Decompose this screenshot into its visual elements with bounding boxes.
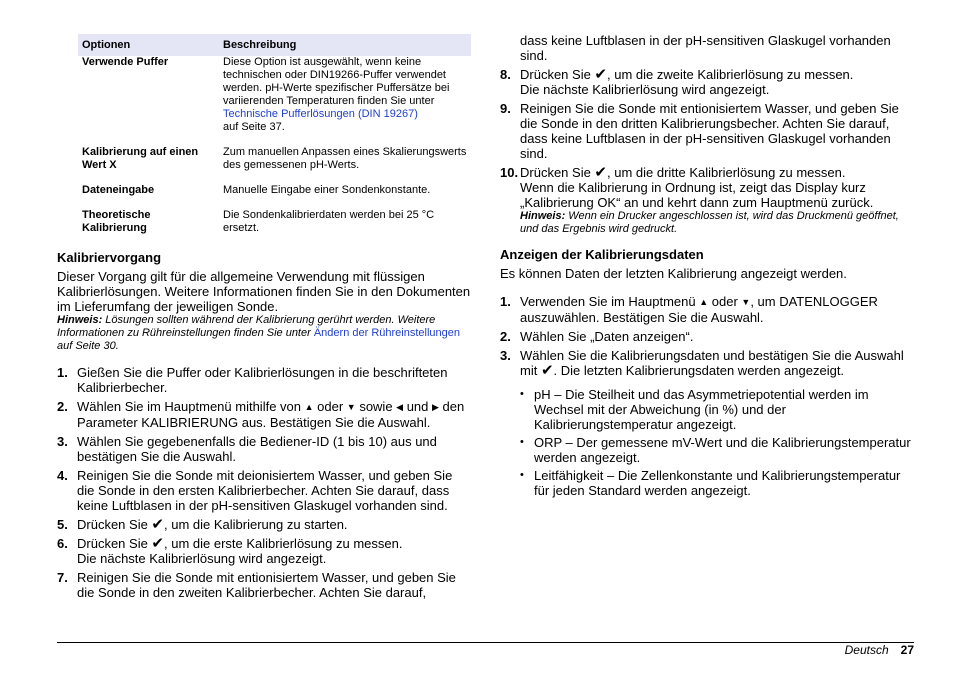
step-number: 1.: [57, 365, 68, 380]
step-number: 6.: [57, 536, 68, 551]
calibration-steps-continued: [500, 67, 914, 240]
left-arrow-icon: ◀: [396, 402, 404, 412]
note-stirring: [57, 314, 472, 353]
step-number: 10.: [500, 165, 519, 180]
step-number: 8.: [500, 67, 511, 82]
note-printer: [520, 210, 914, 236]
step-number: 5.: [57, 517, 68, 532]
page-footer: [845, 643, 914, 657]
list-item: • Leitfähigkeit – Die Zellenkonstante und Kalibrierungstemperatur für jeden Standard werden angezeigt.: [520, 468, 914, 498]
step-number: 2.: [57, 399, 68, 414]
step-text: . Die letzten Kalibrierungsdaten werden angezeigt.: [553, 363, 845, 378]
list-item: [57, 468, 472, 513]
link-technische-pufferloesungen[interactable]: Technische Pufferlösungen (DIN 19267): [223, 108, 418, 120]
list-item: [500, 294, 914, 325]
step-text: Wählen Sie die Kalibrierungsdaten und bestätigen Sie die Auswahl mit: [520, 348, 904, 378]
step-text: Drücken Sie: [520, 165, 595, 180]
table-header-row: [78, 34, 471, 56]
section-title-anzeigen: Anzeigen der Kalibrierungsdaten: [500, 247, 704, 262]
step-text: und: [403, 399, 433, 414]
step-text: Wählen Sie im Hauptmenü mithilfe von: [77, 399, 305, 414]
step-subtext: Die nächste Kalibrierlösung wird angezeigt.: [520, 82, 770, 97]
intro-paragraph: Dieser Vorgang gilt für die allgemeine Verwendung mit flüssigen Kalibrierlösungen. Weitere Informationen finden Sie in den Dokumenten im Lieferumfang der jeweiligen Sonde.: [57, 269, 471, 314]
checkmark-icon: ✔: [594, 66, 607, 83]
data-type-list: [520, 387, 914, 501]
step-number: 3.: [500, 348, 511, 363]
table-header-option: Optionen: [78, 34, 219, 56]
step-text: Drücken Sie: [77, 536, 152, 551]
note-text: auf Seite 30.: [57, 340, 119, 352]
table-cell-option: Verwende Puffer: [82, 56, 169, 68]
step-number: 1.: [500, 294, 511, 309]
table-row: [78, 184, 471, 209]
step-number: 2.: [500, 329, 511, 344]
list-item: [57, 365, 472, 395]
link-aendern-der-ruehreinstellungen[interactable]: Ändern der Rühreinstellungen: [313, 327, 460, 339]
step-text: Wählen Sie „Daten anzeigen“.: [520, 329, 694, 344]
page-number: 27: [900, 643, 914, 657]
list-item: [57, 536, 472, 566]
footer-divider: [57, 642, 914, 643]
step-text: Reinigen Sie die Sonde mit entionisiertem Wasser, und geben Sie die Sonde in den dritten Kalibrierungsbecher. Achten Sie darauf, dass keine Luftblasen in der pH-sensitiven Glaskugel vorhanden sind.: [520, 101, 899, 161]
up-arrow-icon: ▲: [304, 402, 314, 412]
table-cell-description: Zum manuellen Anpassen eines Skalierungswerts des gemessenen pH-Werts.: [223, 146, 467, 171]
table-cell-option: Theoretische Kalibrierung: [82, 209, 151, 234]
view-data-steps: [500, 294, 914, 382]
step-text: oder: [708, 294, 742, 309]
step-text: Verwenden Sie im Hauptmenü: [520, 294, 700, 309]
step-number: 9.: [500, 101, 511, 116]
step-text: Gießen Sie die Puffer oder Kalibrierlösungen in die beschrifteten Kalibrierbecher.: [77, 365, 448, 395]
step-number: 3.: [57, 434, 68, 449]
list-item: [500, 67, 914, 97]
note-text: Wenn ein Drucker angeschlossen ist, wird das Druckmenü geöffnet, und das Ergebnis wird gedruckt.: [520, 210, 899, 235]
step-number: 4.: [57, 468, 68, 483]
note-label: Hinweis:: [57, 314, 103, 326]
step-text: Drücken Sie: [77, 517, 152, 532]
step-subtext: Wenn die Kalibrierung in Ordnung ist, zeigt das Display kurz „Kalibrierung OK“ an und kehrt dann zum Hauptmenü zurück.: [520, 180, 874, 210]
right-arrow-icon: ▶: [432, 402, 439, 412]
table-cell-option: Kalibrierung auf einen Wert X: [82, 146, 199, 171]
intro-paragraph: Es können Daten der letzten Kalibrierung angezeigt werden.: [500, 266, 847, 281]
step-text: den Parameter KALIBRIERUNG aus. Bestätigen Sie die Auswahl.: [77, 399, 465, 430]
up-arrow-icon: ▲: [699, 297, 709, 307]
list-item: [57, 517, 472, 532]
note-text: Lösungen sollten während der Kalibrierung gerührt werden. Weitere Informationen zu Rühreinstellungen finden Sie unter: [57, 314, 436, 339]
step-text: sowie: [355, 399, 397, 414]
table-cell-option: Dateneingabe: [82, 184, 155, 196]
step-text: , um die Kalibrierung zu starten.: [164, 517, 348, 532]
desc-text: auf Seite 37.: [223, 121, 285, 133]
step-text: , um DATENLOGGER auszuwählen. Bestätigen Sie die Auswahl.: [520, 294, 878, 325]
table-cell-description: Manuelle Eingabe einer Sondenkonstante.: [223, 184, 431, 196]
checkmark-icon: ✔: [151, 516, 164, 533]
table-row: [78, 56, 471, 146]
step-text: Reinigen Sie die Sonde mit entionisiertem Wasser, und geben Sie die Sonde in den zweiten Kalibrierbecher. Achten Sie darauf,: [77, 570, 456, 600]
step-text: Wählen Sie gegebenenfalls die Bediener-ID (1 bis 10) aus und bestätigen Sie die Auswahl.: [77, 434, 437, 464]
desc-text: Diese Option ist ausgewählt, wenn keine technischen oder DIN19266-Puffer verwendet werden. pH-Werte spezifischer Puffersätze bei variierenden Temperaturen finden Sie unter: [223, 56, 450, 107]
step-text: , um die zweite Kalibrierlösung zu messen.: [607, 67, 854, 82]
step-number: 7.: [57, 570, 68, 585]
step-text: , um die dritte Kalibrierlösung zu messen.: [607, 165, 846, 180]
list-item: [57, 570, 472, 600]
checkmark-icon: ✔: [151, 535, 164, 552]
list-item: [57, 399, 472, 430]
note-label: Hinweis:: [520, 210, 566, 222]
options-table: [78, 34, 471, 247]
step-text: Reinigen Sie die Sonde mit deionisiertem Wasser, und geben Sie die Sonde in den ersten Kalibrierbecher. Achten Sie darauf, dass keine Luftblasen in der pH-sensitiven Glaskugel vorhanden sind.: [77, 468, 453, 513]
continued-text: dass keine Luftblasen in der pH-sensitiven Glaskugel vorhanden sind.: [520, 33, 891, 63]
list-item: [57, 434, 472, 464]
list-item: [500, 101, 914, 161]
table-row: [78, 209, 471, 247]
down-arrow-icon: ▼: [741, 297, 751, 307]
step-text: Drücken Sie: [520, 67, 595, 82]
checkmark-icon: ✔: [540, 362, 554, 379]
list-item: • pH – Die Steilheit und das Asymmetriepotential werden im Wechsel mit der Abweichung (in %) und der Kalibrierungstemperatur angezeigt.: [520, 387, 914, 432]
list-item: • ORP – Der gemessene mV-Wert und die Kalibrierungstemperatur werden angezeigt.: [520, 435, 914, 465]
table-cell-description: [219, 56, 471, 146]
step-text: , um die erste Kalibrierlösung zu messen.: [164, 536, 403, 551]
table-row: [78, 146, 471, 184]
down-arrow-icon: ▼: [346, 402, 356, 412]
list-item: [500, 165, 914, 236]
checkmark-icon: ✔: [594, 164, 607, 181]
step-text: oder: [313, 399, 347, 414]
table-cell-description: Die Sondenkalibrierdaten werden bei 25 °C ersetzt.: [223, 209, 435, 234]
table-header-description: Beschreibung: [219, 34, 471, 56]
section-title-kalibriervorgang: Kalibriervorgang: [57, 250, 162, 265]
calibration-steps: [57, 365, 472, 604]
list-item: [500, 329, 914, 344]
step-subtext: Die nächste Kalibrierlösung wird angezeigt.: [77, 551, 327, 566]
list-item: [500, 348, 914, 378]
footer-language: Deutsch: [844, 643, 889, 657]
